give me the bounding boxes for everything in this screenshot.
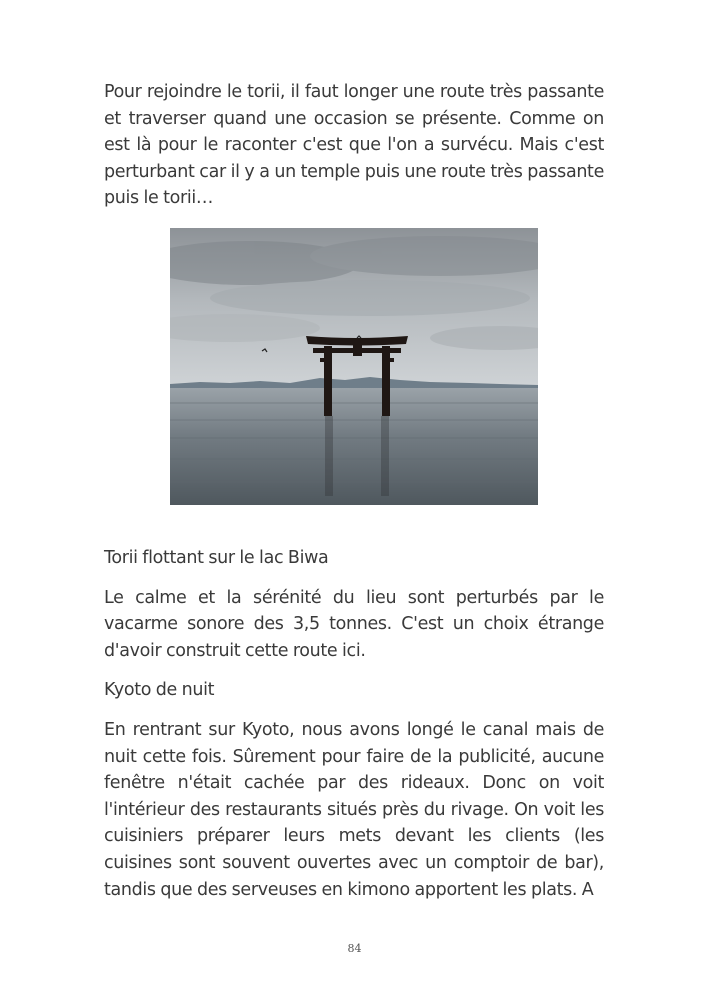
page-content bbox=[104, 79, 604, 903]
paragraph-torii-access: Pour rejoindre le torii, il faut longer une route très passante et traverser quand une occasion se présente. Comme on est là pour le raconter c'est que l'on a survécu. Mais c'est perturbant car il y a un temple puis une route très passante puis le torii… bbox=[104, 82, 604, 209]
page-number: 84 bbox=[347, 942, 362, 955]
paragraph-kyoto-night: En rentrant sur Kyoto, nous avons longé le canal mais de nuit cette fois. Sûrement pour faire de la publicité, aucune fenêtre n'était cachée par des rideaux. Donc on voit l'intérieur des restaurants situés près du rivage. On voit les cuisiniers préparer leurs mets devant les clients (les cuisines sont souvent ouvertes avec un comptoir de bar), tandis que des serveuses en kimono apportent les plats. A bbox=[104, 719, 604, 900]
section-heading-kyoto-night: Kyoto de nuit bbox=[104, 680, 215, 701]
figure-caption: Torii flottant sur le lac Biwa bbox=[104, 547, 329, 568]
torii-lake-biwa-photo bbox=[170, 228, 538, 505]
paragraph-noise: Le calme et la sérénité du lieu sont perturbés par le vacarme sonore des 3,5 tonnes. C'est un choix étrange d'avoir construit cette route ici. bbox=[104, 587, 604, 661]
lake-water bbox=[170, 388, 538, 505]
